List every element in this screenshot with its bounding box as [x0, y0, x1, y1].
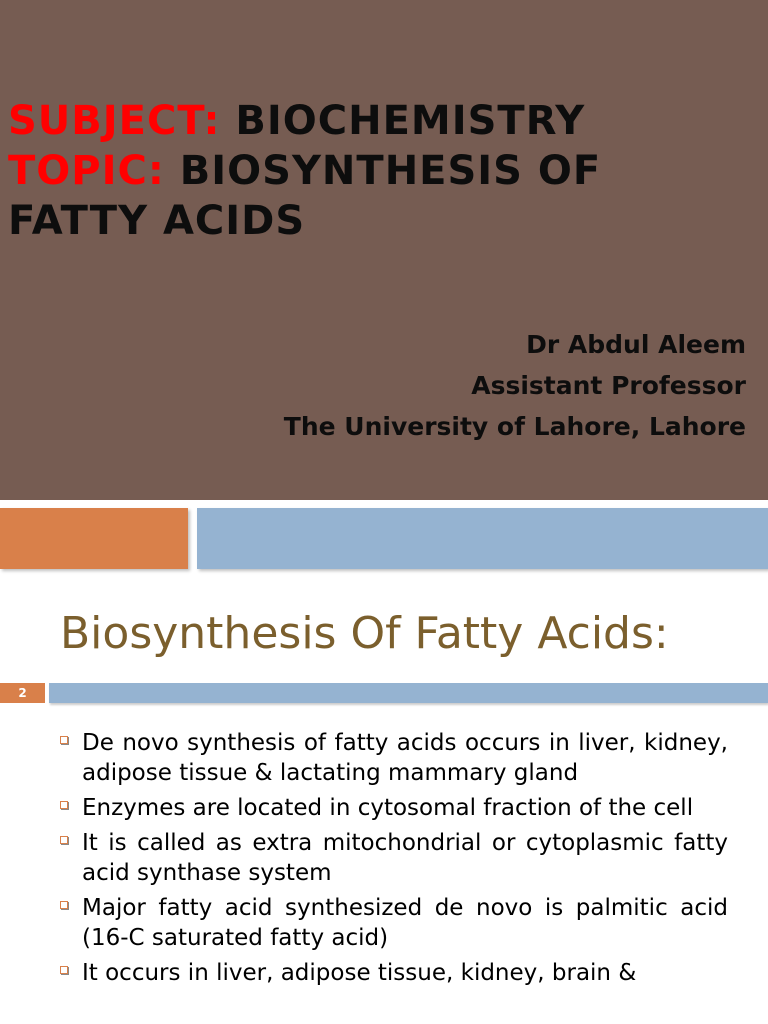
subject-value: BIOCHEMISTRY — [235, 98, 586, 144]
topic-label: TOPIC: — [8, 148, 165, 194]
author-institution: The University of Lahore, Lahore — [283, 412, 746, 441]
bullet-text: It occurs in liver, adipose tissue, kidney, brain & — [82, 960, 637, 986]
subject-line — [8, 96, 708, 146]
author-position: Assistant Professor — [471, 371, 746, 400]
bullet-list — [60, 728, 728, 993]
title-slide — [0, 0, 768, 500]
content-slide-title: Biosynthesis Of Fatty Acids: — [60, 608, 669, 659]
author-block — [284, 324, 746, 447]
bullet-text: Major fatty acid synthesized de novo is palmitic acid (16-C saturated fatty acid) — [82, 895, 728, 951]
slide-title-block — [8, 96, 708, 246]
square-bullet-icon — [60, 736, 68, 744]
slide-divider — [0, 500, 768, 506]
bullet-text: De novo synthesis of fatty acids occurs in liver, kidney, adipose tissue & lactating mammary gland — [82, 730, 728, 786]
list-item — [60, 893, 728, 953]
square-bullet-icon — [60, 801, 68, 809]
list-item — [60, 728, 728, 788]
topic-value: BIOSYNTHESIS OF FATTY ACIDS — [8, 148, 602, 244]
square-bullet-icon — [60, 901, 68, 909]
square-bullet-icon — [60, 966, 68, 974]
header-band-blue — [197, 508, 768, 569]
slide-number-bar — [49, 683, 768, 703]
bullet-text: Enzymes are located in cytosomal fraction of the cell — [82, 795, 694, 821]
list-item — [60, 958, 728, 988]
list-item — [60, 793, 728, 823]
bullet-text: It is called as extra mitochondrial or cytoplasmic fatty acid synthase system — [82, 830, 728, 886]
slide-number-badge: 2 — [0, 683, 45, 703]
square-bullet-icon — [60, 836, 68, 844]
topic-line — [8, 146, 708, 246]
list-item — [60, 828, 728, 888]
author-name: Dr Abdul Aleem — [526, 330, 746, 359]
subject-label: SUBJECT: — [8, 98, 221, 144]
header-band-orange — [0, 508, 188, 569]
